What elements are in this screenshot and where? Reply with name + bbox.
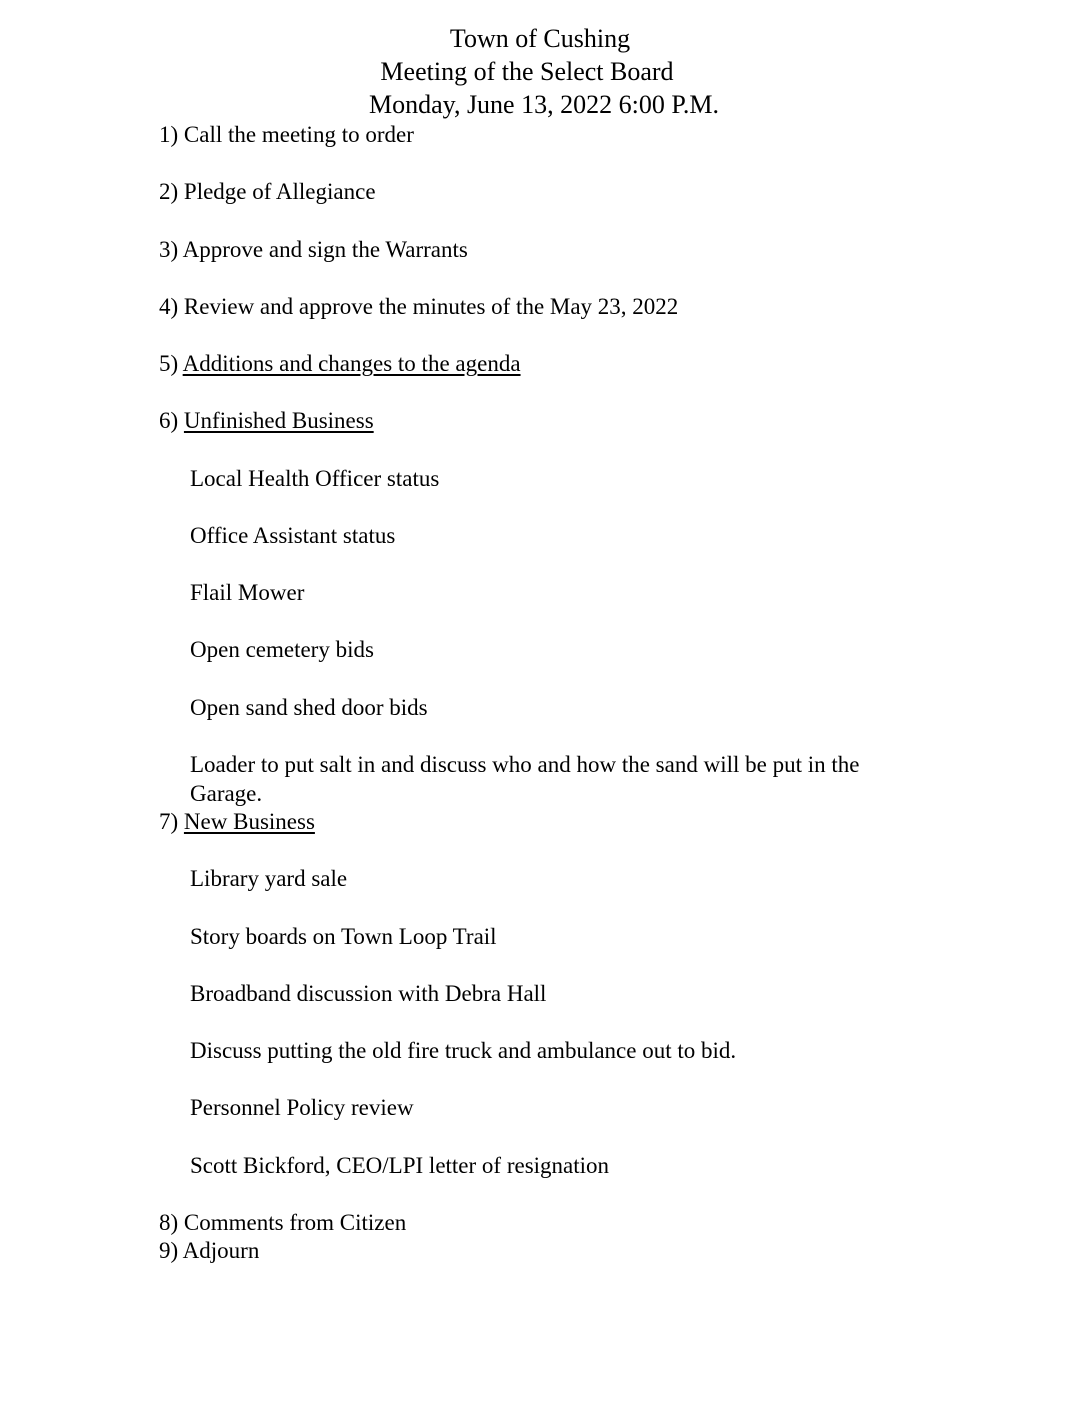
subitem: Broadband discussion with Debra Hall xyxy=(190,981,547,1006)
item-number: 3) xyxy=(159,237,179,262)
agenda-item-9 xyxy=(159,1238,259,1264)
item-number: 9) xyxy=(159,1238,179,1263)
item-text: Approve and sign the Warrants xyxy=(182,237,468,262)
subitem: Flail Mower xyxy=(190,580,305,605)
subitem: Story boards on Town Loop Trail xyxy=(190,924,497,949)
item-text: Pledge of Allegiance xyxy=(183,179,376,204)
agenda-item-4 xyxy=(159,294,678,320)
subitem: Scott Bickford, CEO/LPI letter of resignation xyxy=(190,1153,610,1178)
subitem: Garage. xyxy=(190,781,263,806)
item-text: Review and approve the minutes of the May 23, 2022 xyxy=(183,294,679,319)
item-number: 8) xyxy=(159,1210,179,1235)
item-text: Unfinished Business xyxy=(183,408,374,433)
subitem: Open cemetery bids xyxy=(190,637,374,662)
item-text: Additions and changes to the agenda xyxy=(182,351,521,376)
subitem: Library yard sale xyxy=(190,866,348,891)
item-number: 6) xyxy=(159,408,179,433)
agenda-item-8 xyxy=(159,1210,406,1236)
subitem: Discuss putting the old fire truck and ambulance out to bid. xyxy=(190,1038,737,1063)
agenda-item-1 xyxy=(159,122,414,148)
item-text: Comments from Citizen xyxy=(183,1210,407,1235)
agenda-item-2 xyxy=(159,179,376,205)
agenda-item-3 xyxy=(159,237,468,263)
agenda-item-5 xyxy=(159,351,521,377)
subitem: Loader to put salt in and discuss who and how the sand will be put in the xyxy=(190,752,860,777)
item-number: 2) xyxy=(159,179,179,204)
subitem: Office Assistant status xyxy=(190,523,396,548)
item-text: Call the meeting to order xyxy=(183,122,414,147)
item-number: 5) xyxy=(159,351,179,376)
item-number: 1) xyxy=(159,122,179,147)
item-number: 7) xyxy=(159,809,179,834)
subitem: Local Health Officer status xyxy=(190,466,440,491)
town-title: Town of Cushing xyxy=(449,24,631,53)
agenda-item-6 xyxy=(159,408,374,434)
subitem: Personnel Policy review xyxy=(190,1095,414,1120)
subitem: Open sand shed door bids xyxy=(190,695,428,720)
item-text: Adjourn xyxy=(182,1238,260,1263)
meeting-title: Meeting of the Select Board xyxy=(380,57,674,86)
meeting-date: Monday, June 13, 2022 6:00 P.M. xyxy=(368,90,720,119)
agenda-item-7 xyxy=(159,809,315,835)
item-text: New Business xyxy=(183,809,315,834)
item-number: 4) xyxy=(159,294,179,319)
